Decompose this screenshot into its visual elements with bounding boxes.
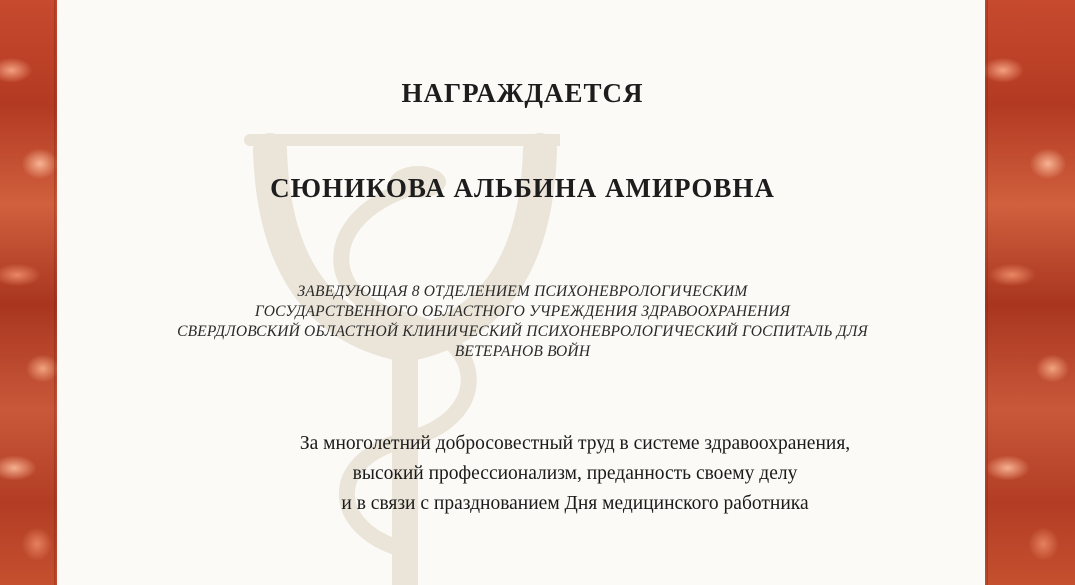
right-decorative-border bbox=[985, 0, 1075, 585]
reason-line: и в связи с празднованием Дня медицинского работника bbox=[341, 493, 809, 514]
position-line: ЗАВЕДУЮЩАЯ 8 ОТДЕЛЕНИЕМ ПСИХОНЕВРОЛОГИЧЕСКИМ bbox=[297, 283, 748, 300]
position-line: ВЕТЕРАНОВ ВОЙН bbox=[454, 343, 591, 360]
position-line: СВЕРДЛОВСКИЙ ОБЛАСТНОЙ КЛИНИЧЕСКИЙ ПСИХОНЕВРОЛОГИЧЕСКИЙ ГОСПИТАЛЬ ДЛЯ bbox=[177, 323, 868, 340]
reason-line: За многолетний добросовестный труд в системе здравоохранения, bbox=[299, 433, 851, 454]
left-decorative-border bbox=[0, 0, 57, 585]
reason-line: высокий профессионализм, преданность своему делу bbox=[352, 463, 798, 484]
recipient-name: СЮНИКОВА АЛЬБИНА АМИРОВНА bbox=[270, 173, 775, 203]
awarded-heading: НАГРАЖДАЕТСЯ bbox=[401, 78, 644, 108]
position-line: ГОСУДАРСТВЕННОГО ОБЛАСТНОГО УЧРЕЖДЕНИЯ ЗДРАВООХРАНЕНИЯ bbox=[254, 303, 791, 320]
